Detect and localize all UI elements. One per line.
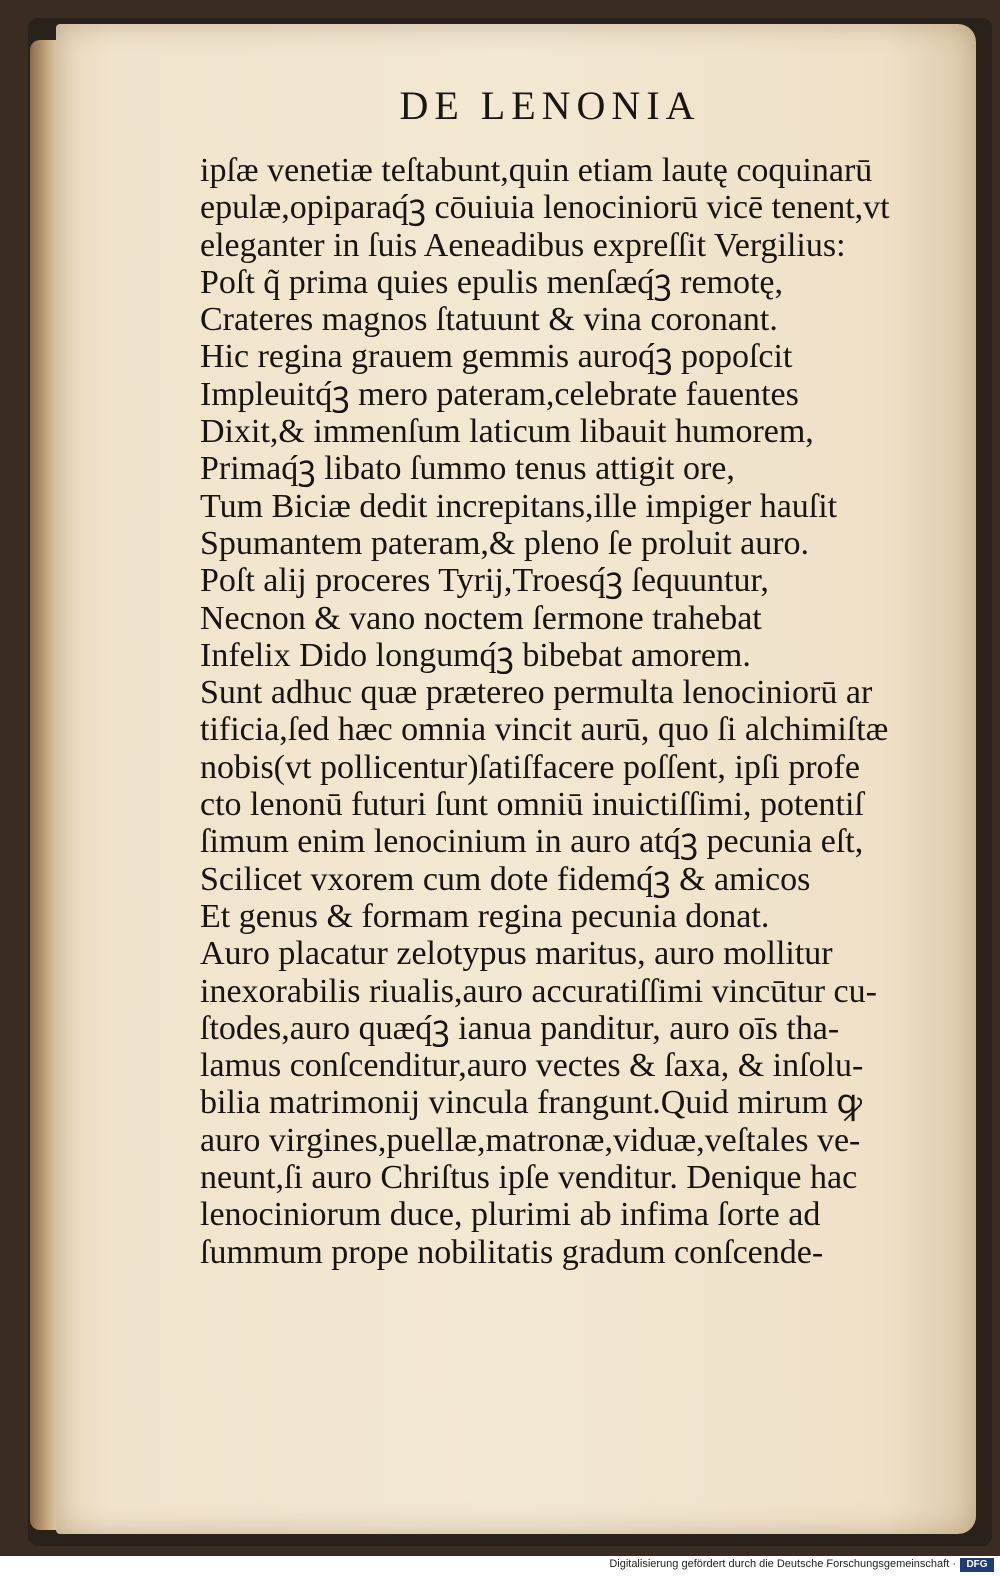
text-line: Dixit,& immenſum laticum libauit humorem, — [200, 413, 814, 451]
text-line: epulæ,opiparaq́ꝫ cōuiuia lenociniorū vicē tenent,vt — [200, 189, 890, 227]
text-line: Primaq́ꝫ libato ſummo tenus attigit ore, — [200, 450, 735, 488]
text-line: ipſæ venetiæ teſtabunt,quin etiam lautę coquinarū — [200, 152, 873, 189]
text-line: Sunt adhuc quæ prætereo permulta lenociniorū ar — [200, 674, 873, 712]
text-line: neunt,ſi auro Chriſtus ipſe venditur. Denique hac — [200, 1159, 858, 1197]
text-line: ſimum enim lenocinium in auro atq́ꝫ pecunia eſt, — [200, 823, 864, 861]
text-line: Impleuitq́ꝫ mero pateram,celebrate fauentes — [200, 375, 799, 413]
text-line: auro virgines,puellæ,matronæ,viduæ,veſtales ve- — [200, 1121, 861, 1159]
text-line: lenociniorum duce, plurimi ab infima ſorte ad — [200, 1196, 821, 1234]
text-line: eleganter in ſuis Aeneadibus expreſſit Vergilius: — [200, 226, 846, 264]
text-line: ſtodes,auro quæq́ꝫ ianua panditur, auro oīs tha- — [200, 1009, 840, 1047]
text-line: ſummum prope nobilitatis gradum conſcende- — [200, 1233, 824, 1271]
text-line: bilia matrimonij vincula frangunt.Quid mirum ꝙ — [200, 1084, 862, 1122]
text-line: Necnon & vano noctem ſermone trahebat — [200, 599, 762, 637]
text-line: inexorabilis riualis,auro accuratiſſimi vincūtur cu- — [200, 972, 877, 1010]
text-line: Et genus & formam regina pecunia donat. — [200, 897, 770, 935]
text-line: Hic regina grauem gemmis auroq́ꝫ popoſcit — [200, 338, 793, 376]
text-line: cto lenonū futuri ſunt omniū inuictiſſimi, potentiſ — [200, 786, 864, 824]
text-line: Scilicet vxorem cum dote fidemq́ꝫ & amicos — [200, 860, 811, 898]
text-line: nobis(vt pollicentur)ſatiſfacere poſſent, ipſi profe — [200, 748, 860, 786]
running-head: DE LENONIA — [399, 83, 701, 128]
dfg-logo: DFG — [960, 1558, 994, 1572]
text-line: Spumantem pateram,& pleno ſe proluit auro. — [200, 524, 810, 562]
text-line: tificia,ſed hæc omnia vincit aurū, quo ſi alchimiſtæ — [200, 711, 889, 749]
text-line: Auro placatur zelotypus maritus, auro mollitur — [200, 935, 833, 973]
footer-bar — [0, 1556, 1000, 1576]
text-line: Poſt q̃ prima quies epulis menſæq́ꝫ remotę, — [200, 263, 784, 301]
body-text — [200, 152, 920, 1271]
funding-credit: Digitalisierung gefördert durch die Deutsche Forschungsgemeinschaft · — [609, 1558, 956, 1570]
text-line: Poſt alij proceres Tyrij,Troesq́ꝫ ſequuntur, — [200, 562, 769, 600]
text-line: Tum Biciæ dedit increpitans,ille impiger hauſit — [200, 487, 838, 525]
text-line: Infelix Dido longumq́ꝫ bibebat amorem. — [200, 636, 751, 674]
text-line: Crateres magnos ſtatuunt & vina coronant. — [200, 301, 778, 339]
text-line: lamus conſcenditur,auro vectes & ſaxa, & inſolu- — [200, 1047, 864, 1085]
